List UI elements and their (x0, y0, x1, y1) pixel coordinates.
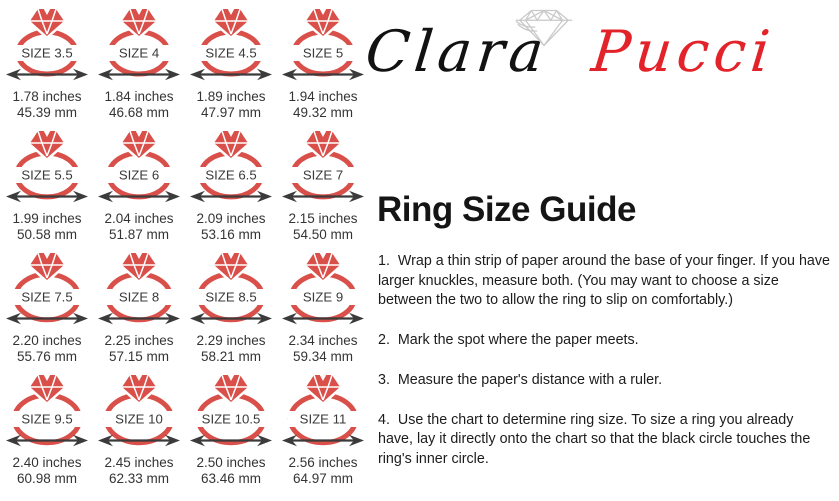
brand-logo (362, 12, 792, 104)
instructions (378, 252, 834, 490)
ring-size-label: SIZE 8 (118, 289, 160, 305)
instruction-step: 1. Wrap a thin strip of paper around the base of your finger. If you have larger knuckles, measure both. (You may want to choose a size between the two to allow the ring to slip on comfortably.) (378, 253, 834, 309)
instruction-step: 4. Use the chart to determine ring size. To size a ring you already have, lay it directly onto the chart so that the black circle touches the ring's inner circle. (378, 411, 815, 468)
ring-size-mm: 45.39 mm (16, 104, 78, 120)
ring-icon (93, 250, 185, 330)
ring-size-inches: 1.84 inches (104, 89, 174, 104)
ring-measurements (196, 89, 265, 121)
diameter-arrow-icon (98, 313, 180, 324)
ring-icon (93, 6, 185, 86)
ring-measurements (12, 211, 81, 243)
ring-measurements (196, 455, 265, 487)
ring-measurements (104, 89, 173, 121)
ring-icon (277, 372, 369, 452)
ring-size-inches: 2.29 inches (196, 333, 266, 348)
ring-icon (185, 6, 277, 86)
ring-size-mm: 64.97 mm (292, 470, 354, 486)
ring-measurements (12, 455, 81, 487)
ring-size-inches: 1.99 inches (12, 211, 82, 226)
ring-measurements (196, 211, 265, 243)
ring-measurements (12, 333, 81, 365)
ring-icon (93, 128, 185, 208)
ring-size-label: SIZE 7.5 (21, 289, 73, 305)
page-title: Ring Size Guide (377, 190, 636, 229)
ring-size-cell (93, 250, 185, 372)
ring-size-inches: 2.50 inches (196, 455, 266, 470)
ring-size-label: SIZE 7 (302, 167, 344, 183)
ring-size-cell (93, 6, 185, 128)
ring-size-inches: 2.56 inches (288, 455, 358, 470)
ring-size-mm: 49.32 mm (292, 104, 354, 120)
ring-size-cell (277, 250, 369, 372)
ring-size-label: SIZE 10 (115, 411, 163, 427)
ring-size-inches: 2.09 inches (196, 211, 266, 226)
ring-size-mm: 63.46 mm (200, 470, 262, 486)
ring-size-cell (185, 128, 277, 250)
ring-size-label: SIZE 5 (302, 45, 344, 61)
diameter-arrow-icon (282, 69, 364, 80)
ring-measurements (196, 333, 265, 365)
diameter-arrow-icon (6, 69, 88, 80)
ring-size-inches: 2.34 inches (288, 333, 358, 348)
ring-icon (185, 250, 277, 330)
ring-size-inches: 1.94 inches (288, 89, 358, 104)
ring-size-label: SIZE 4 (118, 45, 160, 61)
diameter-arrow-icon (282, 313, 364, 324)
diameter-arrow-icon (190, 69, 272, 80)
ring-icon (277, 6, 369, 86)
ring-size-label: SIZE 5.5 (21, 167, 73, 183)
ring-icon (277, 250, 369, 330)
ring-size-mm: 60.98 mm (16, 470, 78, 486)
ring-measurements (288, 455, 357, 487)
ring-size-cell (1, 6, 93, 128)
ring-size-label: SIZE 11 (299, 411, 347, 427)
ring-size-cell (93, 372, 185, 494)
ring-size-label: SIZE 10.5 (201, 411, 261, 427)
ring-measurements (104, 211, 173, 243)
ring-size-cell (277, 128, 369, 250)
ring-size-label: SIZE 4.5 (205, 45, 257, 61)
ring-size-chart (1, 6, 369, 494)
ring-size-label: SIZE 8.5 (205, 289, 257, 305)
ring-size-mm: 54.50 mm (292, 226, 354, 242)
ring-size-mm: 47.97 mm (200, 104, 262, 120)
ring-size-cell (277, 372, 369, 494)
ring-size-inches: 2.04 inches (104, 211, 174, 226)
ring-icon (185, 128, 277, 208)
ring-size-mm: 51.87 mm (108, 226, 170, 242)
ring-icon (1, 372, 93, 452)
diamond-logo-icon (512, 4, 576, 52)
ring-size-inches: 1.89 inches (196, 89, 266, 104)
diameter-arrow-icon (6, 191, 88, 202)
ring-size-inches: 2.40 inches (12, 455, 82, 470)
ring-icon (1, 250, 93, 330)
ring-size-inches: 2.45 inches (104, 455, 174, 470)
ring-size-cell (1, 372, 93, 494)
ring-size-cell (185, 250, 277, 372)
ring-size-mm: 62.33 mm (108, 470, 170, 486)
ring-size-label: SIZE 6.5 (205, 167, 257, 183)
ring-size-inches: 2.25 inches (104, 333, 174, 348)
ring-size-label: SIZE 3.5 (21, 45, 73, 61)
ring-size-cell (93, 128, 185, 250)
diameter-arrow-icon (190, 191, 272, 202)
ring-size-label: SIZE 6 (118, 167, 160, 183)
ring-measurements (104, 455, 173, 487)
diameter-arrow-icon (190, 313, 272, 324)
ring-measurements (288, 89, 357, 121)
ring-size-mm: 59.34 mm (292, 348, 354, 364)
ring-size-mm: 55.76 mm (16, 348, 78, 364)
ring-size-mm: 53.16 mm (200, 226, 262, 242)
diameter-arrow-icon (6, 313, 88, 324)
ring-size-mm: 58.21 mm (200, 348, 262, 364)
ring-icon (185, 372, 277, 452)
ring-size-cell (1, 250, 93, 372)
ring-size-inches: 1.78 inches (12, 89, 82, 104)
ring-size-mm: 57.15 mm (108, 348, 170, 364)
diameter-arrow-icon (98, 191, 180, 202)
diameter-arrow-icon (98, 69, 180, 80)
ring-size-mm: 50.58 mm (16, 226, 78, 242)
ring-size-cell (277, 6, 369, 128)
ring-measurements (12, 89, 81, 121)
ring-size-inches: 2.20 inches (12, 333, 82, 348)
ring-icon (1, 128, 93, 208)
ring-measurements (288, 211, 357, 243)
ring-icon (1, 6, 93, 86)
ring-size-inches: 2.15 inches (288, 211, 358, 226)
instruction-step: 3. Measure the paper's distance with a ruler. (378, 371, 663, 388)
ring-icon (277, 128, 369, 208)
brand-name-clara: Clara (362, 19, 552, 85)
ring-size-mm: 46.68 mm (108, 104, 170, 120)
diameter-arrow-icon (282, 191, 364, 202)
ring-size-cell (1, 128, 93, 250)
ring-size-cell (185, 6, 277, 128)
ring-size-label: SIZE 9.5 (21, 411, 73, 427)
ring-size-cell (185, 372, 277, 494)
ring-measurements (104, 333, 173, 365)
ring-icon (93, 372, 185, 452)
instruction-step: 2. Mark the spot where the paper meets. (378, 332, 639, 349)
brand-name-pucci: Pucci (588, 19, 778, 85)
ring-size-label: SIZE 9 (302, 289, 344, 305)
ring-measurements (288, 333, 357, 365)
